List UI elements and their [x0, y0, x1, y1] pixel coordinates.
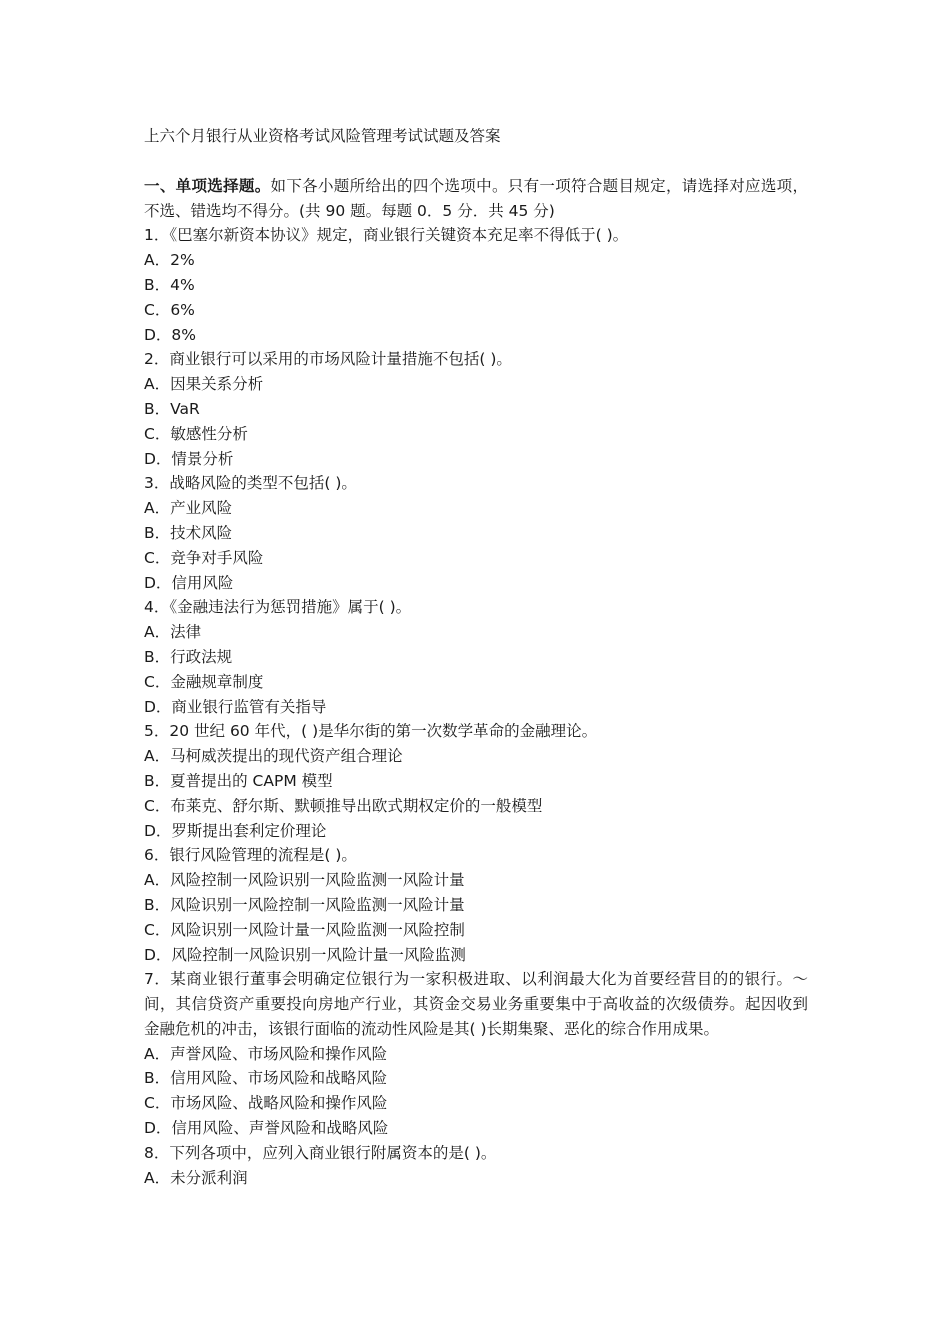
option-a: A．未分派利润 — [144, 1168, 248, 1187]
option-c: C．布莱克、舒尔斯、默顿推导出欧式期权定价的一般模型 — [144, 796, 543, 815]
question-text: 7．某商业银行董事会明确定位银行为一家积极进取、以利润最大化为首要经营目的的银行。～间，其信贷资产重要投向房地产行业，其资金交易业务重要集中于高收益的次级债券。起因收到金融危机的冲击，该银行面临的流动性风险是其( )长期集聚、恶化的综合作用成果。 — [144, 970, 808, 1038]
option-d: D．8% — [144, 325, 197, 344]
option-a: A．声誉风险、市场风险和操作风险 — [144, 1044, 388, 1063]
question-text: 2．商业银行可以采用的市场风险计量措施不包括( )。 — [144, 350, 512, 369]
question-4 — [144, 595, 808, 719]
section-intro — [144, 174, 808, 224]
option-d: D．风险控制一风险识别一风险计量一风险监测 — [144, 945, 466, 964]
section-instructions: 如下各小题所给出的四个选项中。只有一项符合题目规定，请选择对应选项，不选、错选均不得分。(共 90 题。每题 0．5 分．共 45 分) — [144, 176, 808, 220]
option-b: B．行政法规 — [144, 647, 233, 666]
document-page — [144, 124, 808, 1190]
option-c: C．敏感性分析 — [144, 424, 248, 443]
question-text: 8．下列各项中，应列入商业银行附属资本的是( )。 — [144, 1143, 497, 1162]
question-text: 6．银行风险管理的流程是( )。 — [144, 846, 357, 865]
option-a: A．产业风险 — [144, 499, 233, 518]
option-b: B．4% — [144, 275, 195, 294]
option-b: B．VaR — [144, 399, 200, 418]
option-a: A．马柯威茨提出的现代资产组合理论 — [144, 747, 403, 766]
option-b: B．技术风险 — [144, 523, 233, 542]
option-c: C．竞争对手风险 — [144, 548, 264, 567]
question-text: 4．《金融违法行为惩罚措施》属于( )。 — [144, 598, 412, 617]
question-5 — [144, 719, 808, 843]
question-3 — [144, 471, 808, 595]
option-d: D．情景分析 — [144, 449, 234, 468]
question-1 — [144, 223, 808, 347]
question-8 — [144, 1141, 808, 1191]
option-a: A．风险控制一风险识别一风险监测一风险计量 — [144, 871, 465, 890]
option-d: D．罗斯提出套利定价理论 — [144, 821, 327, 840]
option-d: D．信用风险、声誉风险和战略风险 — [144, 1119, 389, 1138]
option-c: C．6% — [144, 300, 195, 319]
option-b: B．夏普提出的 CAPM 模型 — [144, 771, 333, 790]
question-text: 3．战略风险的类型不包括( )。 — [144, 474, 357, 493]
option-a: A．2% — [144, 251, 195, 270]
document-title: 上六个月银行从业资格考试风险管理考试试题及答案 — [144, 127, 501, 145]
question-text: 5．20 世纪 60 年代，( )是华尔街的第一次数学革命的金融理论。 — [144, 722, 598, 741]
option-c: C．金融规章制度 — [144, 672, 264, 691]
option-a: A．法律 — [144, 623, 202, 642]
option-d: D．信用风险 — [144, 573, 234, 592]
section-heading: 一、单项选择题。 — [144, 176, 271, 195]
option-b: B．信用风险、市场风险和战略风险 — [144, 1069, 388, 1088]
option-c: C．市场风险、战略风险和操作风险 — [144, 1094, 388, 1113]
option-b: B．风险识别一风险控制一风险监测一风险计量 — [144, 895, 465, 914]
question-text: 1．《巴塞尔新资本协议》规定，商业银行关键资本充足率不得低于( )。 — [144, 226, 629, 245]
question-2 — [144, 347, 808, 471]
question-6 — [144, 843, 808, 967]
option-a: A．因果关系分析 — [144, 375, 264, 394]
option-d: D．商业银行监管有关指导 — [144, 697, 327, 716]
question-7 — [144, 967, 808, 1141]
option-c: C．风险识别一风险计量一风险监测一风险控制 — [144, 920, 465, 939]
